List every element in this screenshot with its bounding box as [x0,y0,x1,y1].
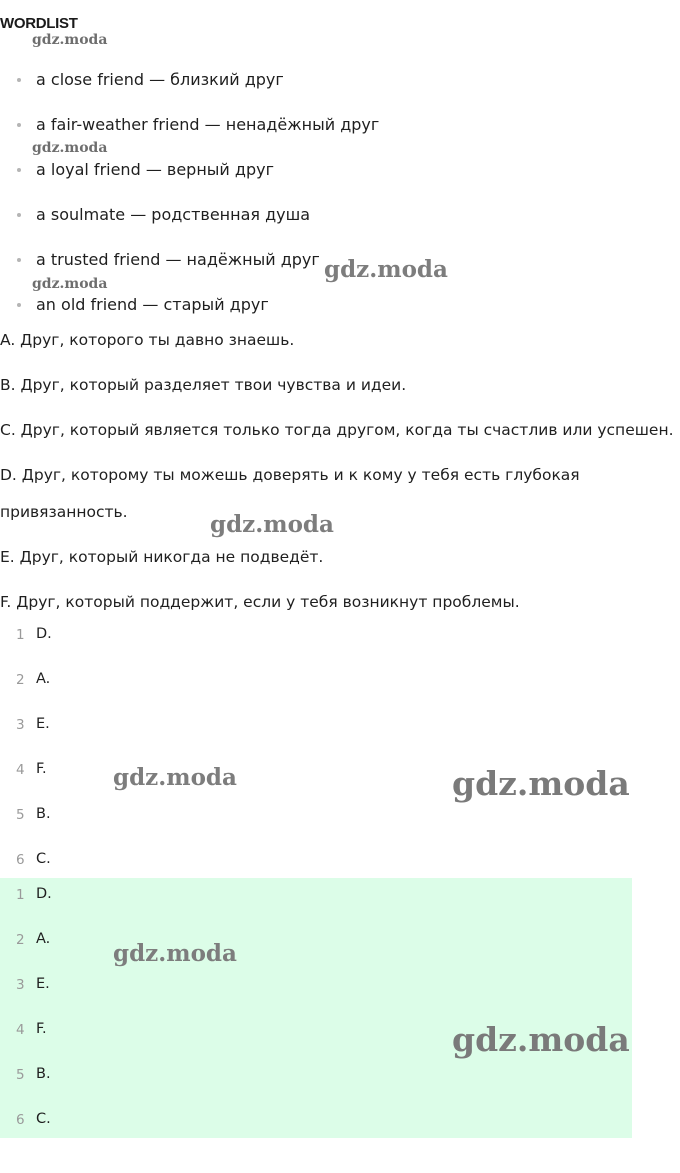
answer-value: A. [36,931,51,947]
answer-value: B. [36,1066,51,1082]
bullet-icon [17,168,21,172]
list-item-text: an old friend — старый друг [36,295,269,314]
watermark: gdz.moda [113,940,237,967]
answer-number: 2 [16,932,25,948]
answer-value: C. [36,1111,51,1127]
answer-number: 4 [16,762,25,778]
definition-a: A. Друг, которого ты давно знаешь. [0,331,295,349]
answer-list [0,626,680,876]
answer-number: 1 [16,887,25,903]
answer-number: 3 [16,717,25,733]
answer-number: 2 [16,672,25,688]
answer-value: D. [36,626,52,642]
bullet-icon [17,303,21,307]
answer-number: 6 [16,1112,25,1128]
watermark: gdz.moda [324,256,448,283]
watermark: gdz.moda [32,140,108,156]
list-item-text: a fair-weather friend — ненадёжный друг [36,115,380,134]
answer-value: B. [36,806,51,822]
answer-value: D. [36,886,52,902]
answer-value: E. [36,976,50,992]
bullet-icon [17,258,21,262]
answer-number: 1 [16,627,25,643]
answer-value: E. [36,716,50,732]
answer-value: F. [36,1021,47,1037]
watermark: gdz.moda [113,764,237,791]
bullet-icon [17,213,21,217]
answer-value: C. [36,851,51,867]
answer-number: 3 [16,977,25,993]
answer-number: 4 [16,1022,25,1038]
definition-d: D. Друг, которому ты можешь доверять и к кому у тебя есть глубокая [0,466,580,484]
list-item-text: a soulmate — родственная душа [36,205,311,224]
definition-c: C. Друг, который является только тогда другом, когда ты счастлив или успешен. [0,421,674,439]
bullet-icon [17,123,21,127]
watermark: gdz.moda [32,276,108,292]
list-item-text: a loyal friend — верный друг [36,160,274,179]
answer-value: F. [36,761,47,777]
wordlist-heading: WORDLIST [0,15,78,32]
watermark: gdz.moda [32,32,108,48]
bullet-icon [17,78,21,82]
definition-e: E. Друг, который никогда не подведёт. [0,548,324,566]
list-item-text: a close friend — близкий друг [36,70,284,89]
definition-d-continued: привязанность. [0,503,128,521]
answer-number: 6 [16,852,25,868]
answer-number: 5 [16,807,25,823]
definition-f: F. Друг, который поддержит, если у тебя возникнут проблемы. [0,593,520,611]
definition-b: B. Друг, который разделяет твои чувства и идеи. [0,376,407,394]
watermark: gdz.moda [210,511,334,538]
answer-list-highlighted [0,878,632,1138]
list-item-text: a trusted friend — надёжный друг [36,250,320,269]
answer-value: A. [36,671,51,687]
watermark: gdz.moda [452,1020,630,1059]
watermark: gdz.moda [452,764,630,803]
answer-number: 5 [16,1067,25,1083]
